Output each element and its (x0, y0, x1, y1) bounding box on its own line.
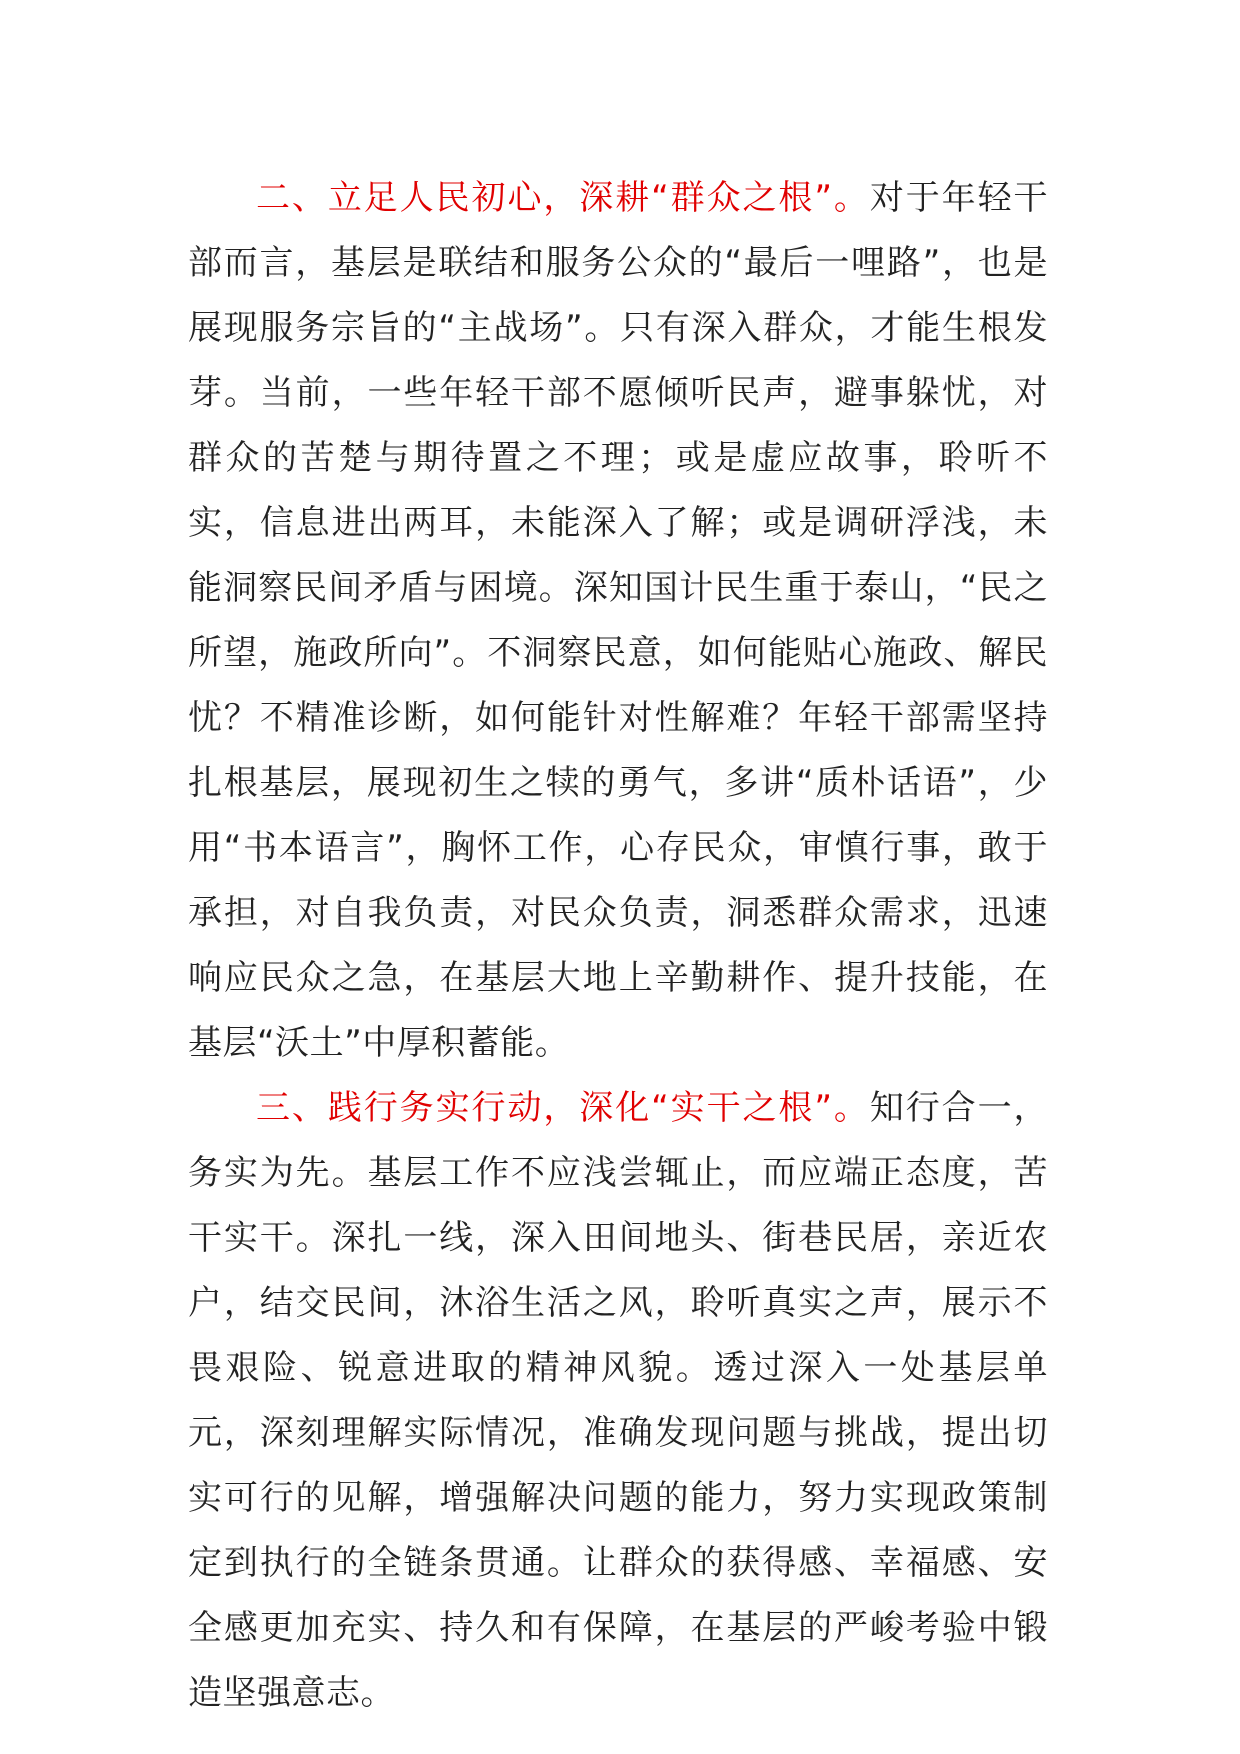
section-three-body: 知行合一，务实为先。基层工作不应浅尝辄止，而应端正态度，苦干实干。深扎一线，深入田间地头、街巷民居，亲近农户，结交民间，沐浴生活之风，聆听真实之声，展示不畏艰险、锐意进取的精神风貌。透过深入一处基层单元，深刻理解实际情况，准确发现问题与挑战，提出切实可行的见解，增强解决问题的能力，努力实现政策制定到执行的全链条贯通。让群众的获得感、幸福感、安全感更加充实、持久和有保障，在基层的严峻考验中锻造坚强意志。 (188, 1088, 1048, 1713)
paragraph-section-three (188, 1076, 1048, 1726)
paragraph-section-two (188, 166, 1048, 1076)
section-three-heading: 三、践行务实行动，深化“实干之根”。 (256, 1088, 870, 1128)
section-two-heading: 二、立足人民初心，深耕“群众之根”。 (256, 178, 870, 218)
section-two-body: 对于年轻干部而言，基层是联结和服务公众的“最后一哩路”，也是展现服务宗旨的“主战场”。只有深入群众，才能生根发芽。当前，一些年轻干部不愿倾听民声，避事躲忧，对群众的苦楚与期待置之不理；或是虚应故事，聆听不实，信息进出两耳，未能深入了解；或是调研浮浅，未能洞察民间矛盾与困境。深知国计民生重于泰山，“民之所望，施政所向”。不洞察民意，如何能贴心施政、解民忧？不精准诊断，如何能针对性解难？年轻干部需坚持扎根基层，展现初生之犊的勇气，多讲“质朴话语”，少用“书本语言”，胸怀工作，心存民众，审慎行事，敢于承担，对自我负责，对民众负责，洞悉群众需求，迅速响应民众之急，在基层大地上辛勤耕作、提升技能，在基层“沃土”中厚积蓄能。 (188, 178, 1048, 1063)
document-body (188, 166, 1048, 1726)
